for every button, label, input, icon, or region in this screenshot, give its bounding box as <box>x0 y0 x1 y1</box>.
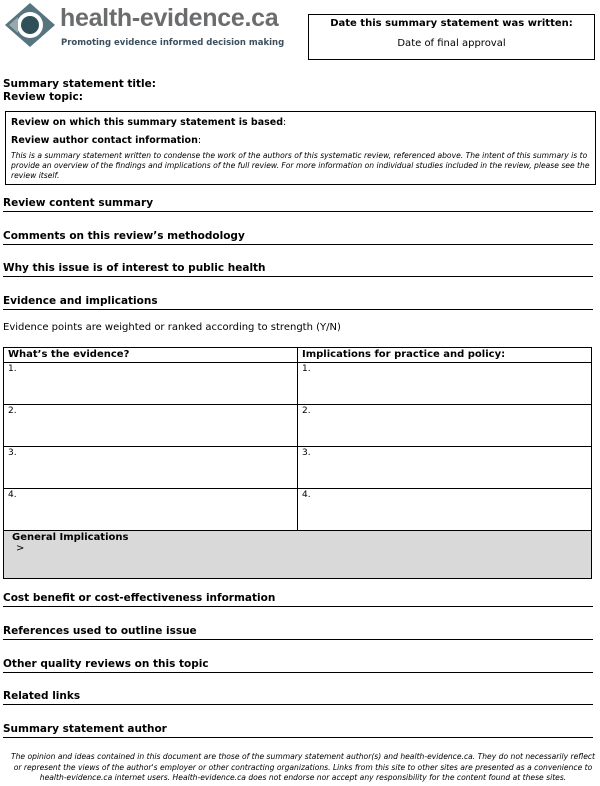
section-author: Summary statement author <box>3 723 593 738</box>
health-evidence-logo-icon <box>4 2 56 48</box>
final-approval-label: Date of final approval <box>397 38 506 49</box>
based-on-label: Review on which this summary statement is based <box>11 117 284 128</box>
intro-text: This is a summary statement written to condense the work of the authors of this systematic review, referenced above. The intent of this summary is to provide an overview of the findings and implications of the full review. For more information on individual studies included in the review, please see the review itself. <box>11 151 590 180</box>
section-interest: Why this issue is of interest to public health <box>3 262 593 277</box>
section-content-summary: Review content summary <box>3 197 593 212</box>
col-evidence-header: What’s the evidence? <box>4 348 298 363</box>
general-implications-row <box>4 531 592 579</box>
implication-cell[interactable]: 1. <box>298 363 592 405</box>
table-row <box>4 489 592 531</box>
table-header-row <box>4 348 592 363</box>
evidence-cell[interactable]: 2. <box>4 405 298 447</box>
brand-tagline: Promoting evidence informed decision making <box>61 38 285 48</box>
table-row <box>4 405 592 447</box>
based-on-line: Review on which this summary statement is based: <box>11 117 287 128</box>
implication-cell[interactable]: 3. <box>298 447 592 489</box>
section-evidence-implications: Evidence and implications <box>3 295 593 310</box>
implication-cell[interactable]: 4. <box>298 489 592 531</box>
evidence-table <box>3 347 592 579</box>
date-box <box>308 14 595 60</box>
weight-note: Evidence points are weighted or ranked according to strength (Y/N) <box>3 322 341 333</box>
general-implications-value: > <box>16 543 25 554</box>
evidence-cell[interactable]: 1. <box>4 363 298 405</box>
table-row <box>4 363 592 405</box>
table-row <box>4 447 592 489</box>
section-cost: Cost benefit or cost-effectiveness information <box>3 592 593 607</box>
section-references: References used to outline issue <box>3 625 593 640</box>
review-info-box <box>5 111 596 185</box>
brand-name: health-evidence.ca <box>60 4 279 32</box>
date-written-label: Date this summary statement was written: <box>330 18 573 29</box>
summary-title-label: Summary statement title: <box>3 78 156 90</box>
evidence-cell[interactable]: 3. <box>4 447 298 489</box>
general-implications-title: General Implications <box>12 532 129 543</box>
section-methodology: Comments on this review’s methodology <box>3 230 593 245</box>
review-topic-label: Review topic: <box>3 91 83 103</box>
author-contact-label: Review author contact information <box>11 135 198 146</box>
general-implications-cell[interactable] <box>4 531 592 579</box>
col-implications-header: Implications for practice and policy: <box>298 348 592 363</box>
section-other-reviews: Other quality reviews on this topic <box>3 658 593 673</box>
disclaimer-footer: The opinion and ideas contained in this document are those of the summary statement author(s) and health-evidence.ca. They do not necessarily reflect or represent the views of the author's employer or other contracting organizations. Links from this site to other sites are presented as a convenience to health-evidence.ca internet users. Health-evidence.ca does not endorse nor accept any responsibility for the content found at these sites. <box>10 752 596 782</box>
author-contact-line: Review author contact information: <box>11 135 202 146</box>
section-related-links: Related links <box>3 690 593 705</box>
implication-cell[interactable]: 2. <box>298 405 592 447</box>
evidence-cell[interactable]: 4. <box>4 489 298 531</box>
